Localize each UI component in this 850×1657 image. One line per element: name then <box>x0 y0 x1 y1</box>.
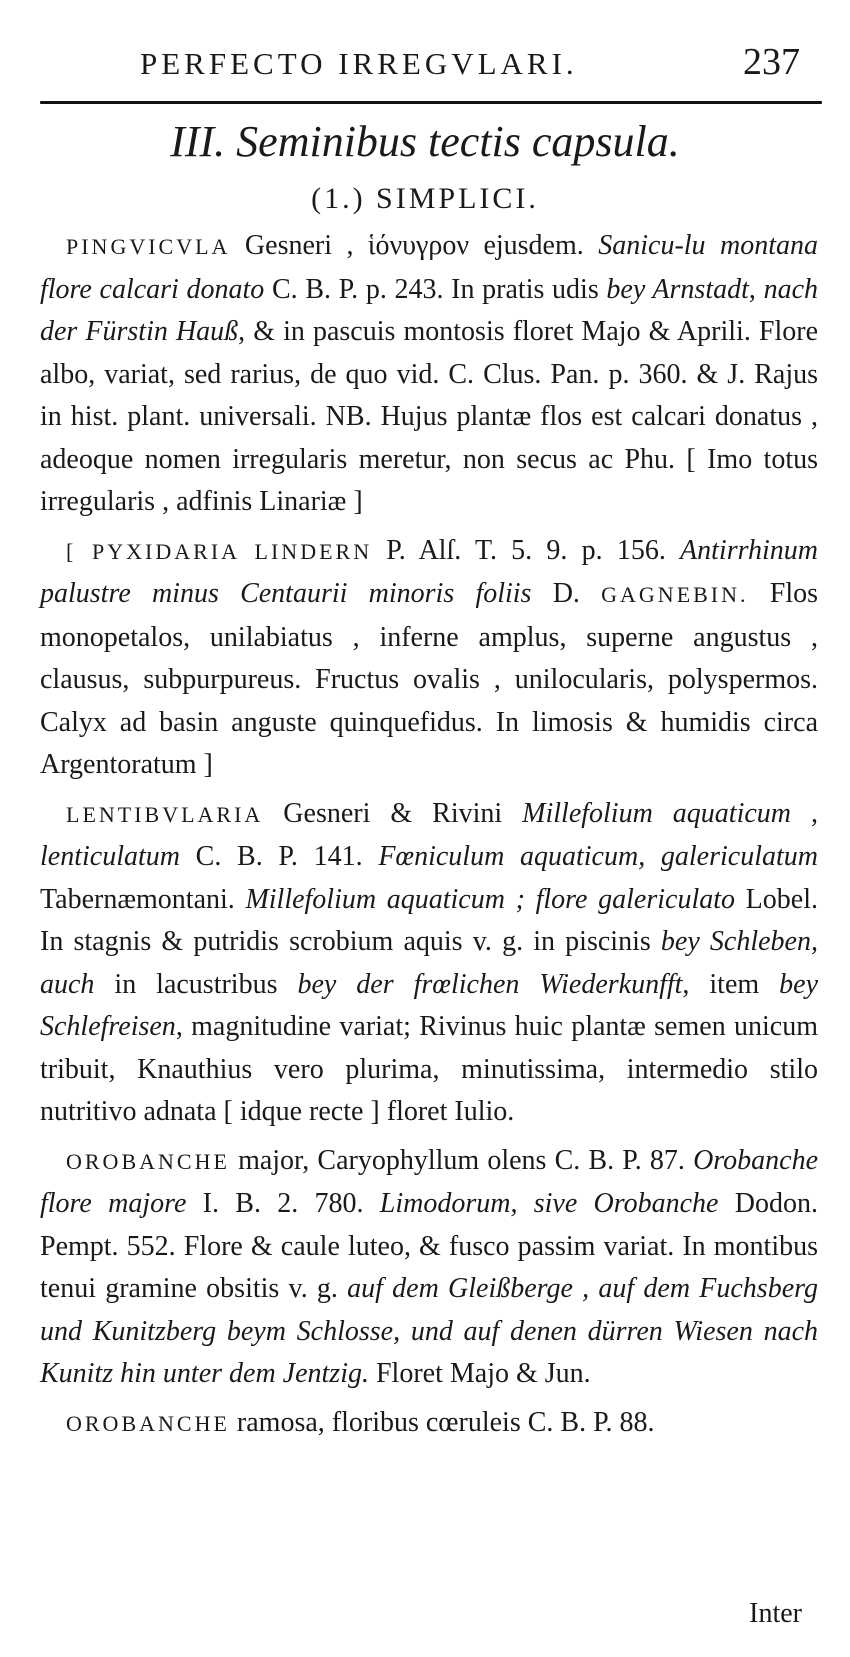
italic-text: Fœniculum aquaticum, galericulatum <box>378 841 818 872</box>
italic-text: auf dem Gleißberge , auf dem Fuchsberg und Kunitzberg beym Schlosse, und auf denen dürren Wiesen nach Kunitz hin unter dem Jentzig. <box>40 1273 818 1389</box>
entry-text: C. B. P. p. 243. In pratis udis <box>264 273 607 305</box>
italic-text: bey Schlefreisen <box>40 968 818 1042</box>
entry-text: Lobel. In stagnis & putridis scrobium aquis v. g. in piscinis <box>40 883 818 957</box>
italic-text: Orobanche flore majore <box>40 1144 818 1219</box>
entry-text: Gesneri , ἱόνυγρον ejusdem. <box>230 230 599 261</box>
entry-text: Dodon. Pempt. 552. Flore & caule luteo, & fusco passim variat. In montibus tenui gramine obsitis v. g. <box>40 1188 818 1304</box>
entry-text: Gesneri & Rivini <box>263 797 523 829</box>
italic-text: nach der Fürstin Hauß <box>40 273 819 347</box>
genus-name: [ PYXIDARIA LINDERN <box>66 538 373 564</box>
entry-text: Flos monopetalos, unilabiatus , inferne amplus, superne angustus , clausus, subpurpureus. Fructus ovalis , unilocularis, polyspermos. Calyx ad basin anguste quinquefidus. In limosis & humidis circa Argentoratum ] <box>40 578 819 780</box>
italic-text: Millefolium aquaticum , lenticulatum <box>40 797 818 872</box>
subsection-heading: (1.) SIMPLICI. <box>311 182 539 215</box>
entry-text: I. B. 2. 780. <box>186 1188 380 1219</box>
entry-paragraph <box>40 793 818 1134</box>
entry-text: D. <box>531 578 602 609</box>
entry-paragraph <box>40 1402 818 1446</box>
entry-text: P. Alſ. T. 5. 9. p. 156. <box>372 534 681 566</box>
italic-text: Millefolium aquaticum ; flore galericulato <box>245 883 735 915</box>
italic-text: bey Schleben, auch <box>40 926 818 1000</box>
italic-text: Sanicu-lu montana flore calcari donato <box>40 230 819 305</box>
entry-text: in lacustribus <box>94 968 298 1000</box>
page-number: 237 <box>743 41 800 83</box>
entry-text: , magnitudine variat; Rivinus huic plantæ semen unicum tribuit, Knauthius vero plurima, minutissima, intermedio stilo nutritivo adnata [ idque recte ] floret Iulio. <box>40 1011 818 1127</box>
italic-text: bey Arnstadt <box>606 273 749 305</box>
header-rule <box>40 101 822 104</box>
italic-text: bey der frœlichen Wiederkunfft <box>297 968 683 1000</box>
running-head-title: PERFECTO IRREGVLARI. <box>140 46 578 81</box>
section-heading: III. Seminibus tectis capsula. <box>170 117 680 166</box>
genus-name: OROBANCHE <box>66 1148 230 1174</box>
entry-text: , item <box>682 968 780 1000</box>
entry-paragraph <box>40 1140 818 1396</box>
catchword: Inter <box>749 1598 802 1629</box>
italic-text: Limodorum, sive Orobanche <box>379 1188 719 1219</box>
entry-text: GAGNEBIN. <box>601 582 749 607</box>
italic-text: Antirrhinum palustre minus Centaurii minoris foliis <box>40 534 818 609</box>
entry-text: ramosa, floribus cœruleis C. B. P. 88. <box>229 1406 655 1438</box>
entry-paragraph <box>40 225 818 524</box>
entries-body <box>40 225 818 1451</box>
genus-name: PINGVICVLA <box>66 234 231 259</box>
genus-name: OROBANCHE <box>66 1410 230 1436</box>
entry-text: Floret Majo & Jun. <box>368 1358 591 1389</box>
entry-text: C. B. P. 141. <box>179 841 379 872</box>
running-head <box>40 40 820 100</box>
entry-text: major, Caryophyllum olens C. B. P. 87. <box>229 1144 694 1176</box>
entry-text: , <box>748 273 764 305</box>
entry-text: Tabernæmontani. <box>40 883 246 915</box>
entry-paragraph <box>40 530 818 787</box>
entry-text: , & in pascuis montosis floret Majo & Aprili. Flore albo, variat, sed rarius, de quo vid. C. Clus. Pan. p. 360. & J. Rajus in hist. plant. universali. NB. Hujus plantæ flos est calcari donatus , adeoque nomen irregularis meretur, non secus ac Phu. [ Imo totus irregularis , adfinis Linariæ ] <box>40 316 819 517</box>
genus-name: LENTIBVLARIA <box>66 801 264 827</box>
